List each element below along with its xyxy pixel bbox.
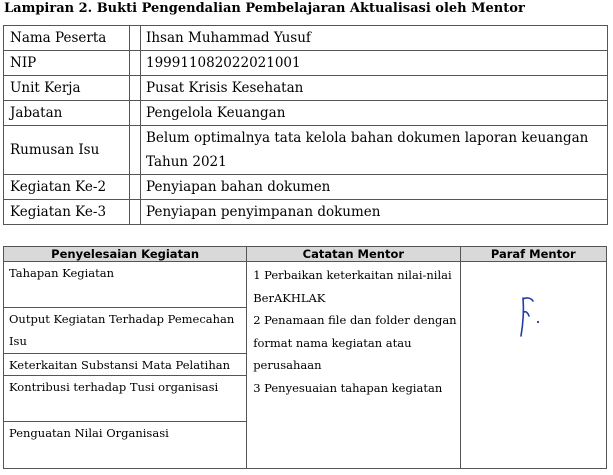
mentor-notes bbox=[247, 262, 459, 399]
header-mentor-signature: Paraf Mentor bbox=[460, 247, 607, 262]
info-row-unit bbox=[4, 76, 608, 101]
info-label: Unit Kerja bbox=[4, 76, 130, 101]
info-separator bbox=[130, 76, 141, 101]
info-separator bbox=[130, 126, 141, 175]
step-item: Penguatan Nilai Organisasi bbox=[9, 426, 169, 440]
info-label: NIP bbox=[4, 51, 130, 76]
issue-line-1: Belum optimalnya tata kelola bahan dokumen laporan keuangan bbox=[146, 130, 589, 146]
header-completion: Penyelesaian Kegiatan bbox=[4, 247, 247, 262]
info-separator bbox=[130, 200, 141, 225]
note-line: 1 Perbaikan keterkaitan nilai-nilai bbox=[253, 268, 452, 282]
note-line: 2 Penamaan file dan folder dengan bbox=[253, 313, 457, 327]
info-label: Nama Peserta bbox=[4, 26, 130, 51]
info-row-name bbox=[4, 26, 608, 51]
info-label: Jabatan bbox=[4, 101, 130, 126]
info-value: Penyiapan penyimpanan dokumen bbox=[141, 200, 608, 225]
activity-header-row bbox=[4, 247, 607, 262]
completion-cell bbox=[4, 262, 247, 469]
step-item: Keterkaitan Substansi Mata Pelatihan bbox=[4, 354, 246, 376]
info-label: Kegiatan Ke-3 bbox=[4, 200, 130, 225]
activity-control-table bbox=[3, 246, 607, 469]
step-item: Tahapan Kegiatan bbox=[4, 262, 246, 308]
note-line: perusahaan bbox=[253, 358, 322, 372]
mentor-signature-cell bbox=[460, 262, 607, 469]
header-mentor-notes: Catatan Mentor bbox=[247, 247, 460, 262]
info-value: Pusat Krisis Kesehatan bbox=[141, 76, 608, 101]
info-value: Pengelola Keuangan bbox=[141, 101, 608, 126]
page-title: Lampiran 2. Bukti Pengendalian Pembelajaran Aktualisasi oleh Mentor bbox=[4, 1, 525, 16]
info-value: 199911082022021001 bbox=[141, 51, 608, 76]
info-separator bbox=[130, 51, 141, 76]
activity-body-row bbox=[4, 262, 607, 469]
info-separator bbox=[130, 101, 141, 126]
info-label: Rumusan Isu bbox=[4, 126, 130, 175]
info-row-position bbox=[4, 101, 608, 126]
info-row-nip bbox=[4, 51, 608, 76]
step-item: Kontribusi terhadap Tusi organisasi bbox=[4, 376, 246, 422]
participant-info-table bbox=[3, 25, 608, 225]
info-row-activity-2 bbox=[4, 175, 608, 200]
info-separator bbox=[130, 26, 141, 51]
info-value: Penyiapan bahan dokumen bbox=[141, 175, 608, 200]
info-separator bbox=[130, 175, 141, 200]
note-line: BerAKHLAK bbox=[253, 290, 326, 305]
issue-line-2: Tahun 2021 bbox=[146, 154, 227, 170]
info-label: Kegiatan Ke-2 bbox=[4, 175, 130, 200]
info-row-issue bbox=[4, 126, 608, 175]
mentor-signature bbox=[511, 292, 551, 342]
info-row-activity-3 bbox=[4, 200, 608, 225]
step-item: Output Kegiatan Terhadap Pemecahan Isu bbox=[4, 308, 246, 354]
note-line: format nama kegiatan atau bbox=[253, 335, 412, 350]
note-line: 3 Penyesuaian tahapan kegiatan bbox=[253, 380, 443, 395]
info-value bbox=[141, 126, 608, 175]
info-value: Ihsan Muhammad Yusuf bbox=[141, 26, 608, 51]
mentor-notes-cell bbox=[247, 262, 460, 469]
